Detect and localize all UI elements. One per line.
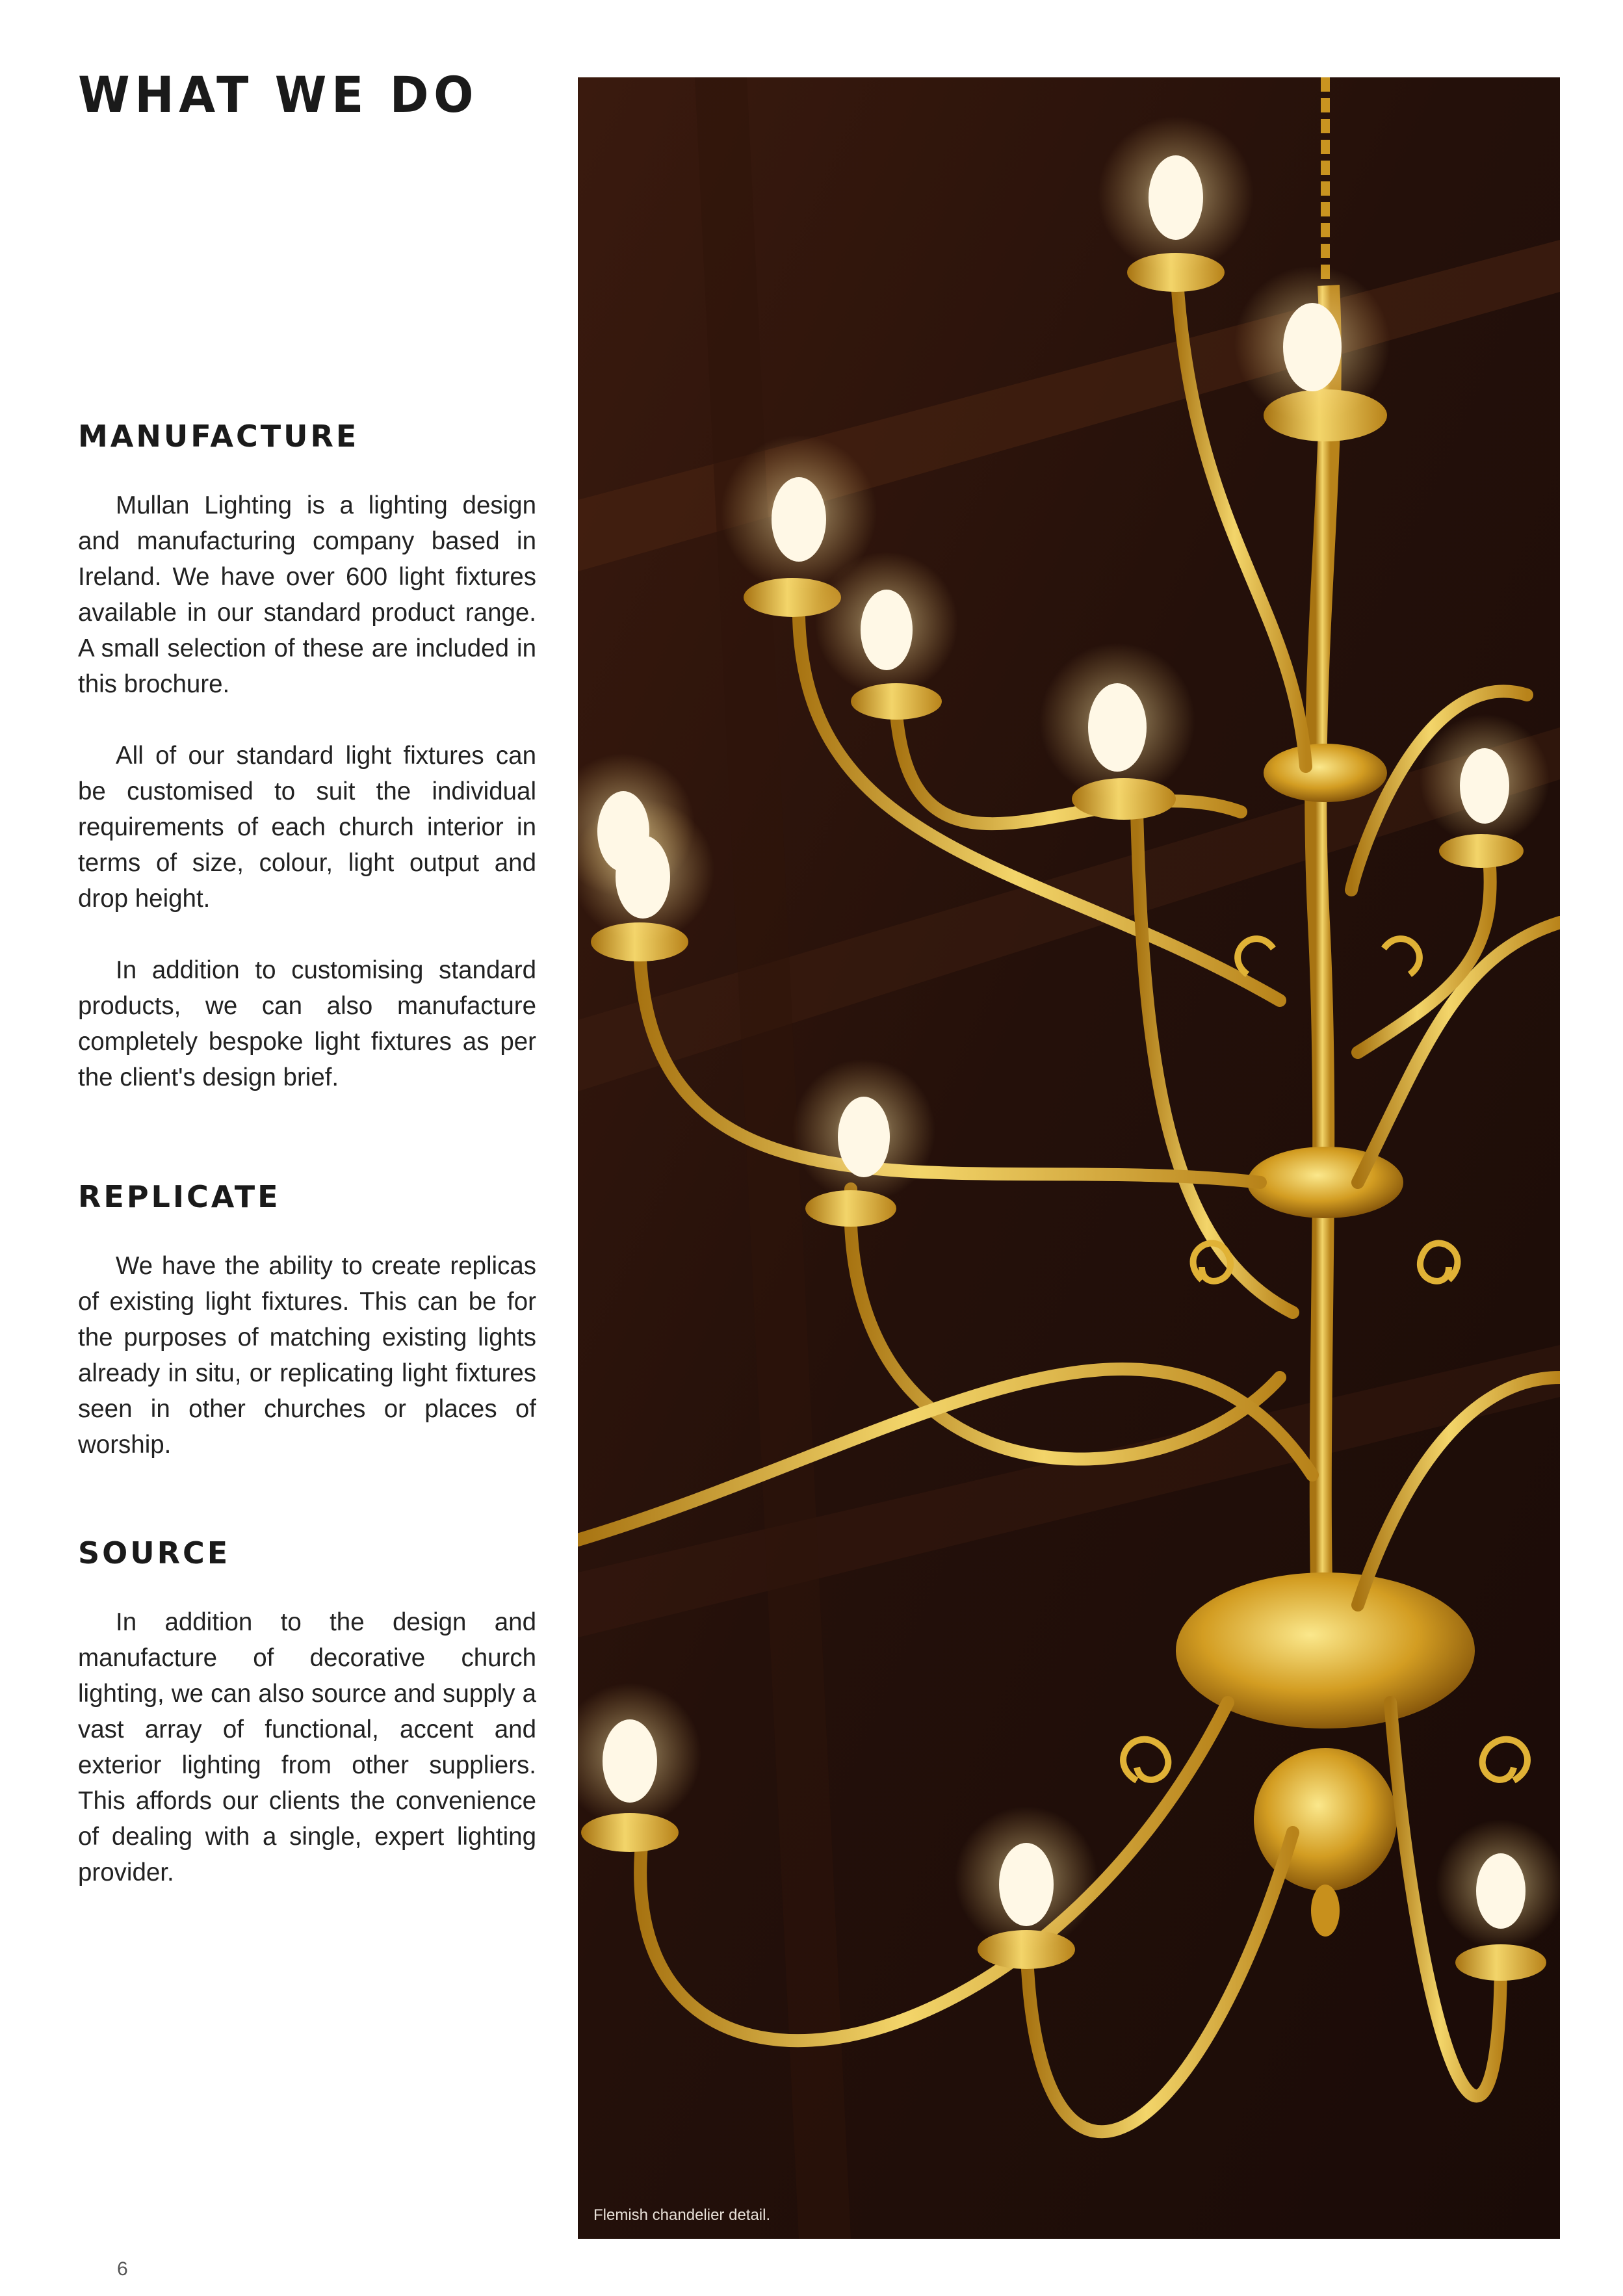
section-heading-manufacture: MANUFACTURE [78, 419, 359, 454]
manufacture-paragraph-1: Mullan Lighting is a lighting design and manufacturing company based in Ireland. We have over 600 light fixtures available in our standard product range. A small selection of these are included in this brochure. [78, 491, 536, 698]
section-heading-replicate: REPLICATE [78, 1179, 281, 1214]
section-source [78, 1535, 536, 1890]
section-replicate [78, 1179, 536, 1463]
manufacture-paragraph-2: All of our standard light fixtures can be customised to suit the individual requirements of each church interior in terms of size, colour, light output and drop height. [78, 742, 536, 913]
photo-caption: Flemish chandelier detail. [593, 2206, 771, 2224]
page-title: WHAT WE DO [78, 66, 479, 124]
replicate-paragraph-1: We have the ability to create replicas of existing light fixtures. This can be for the purposes of matching existing lights already in situ, or replicating light fixtures seen in other churches or places of worship. [78, 1252, 536, 1459]
chandelier-illustration [578, 77, 1560, 2239]
page-number: 6 [117, 2258, 128, 2280]
manufacture-paragraph-3: In addition to customising standard products, we can also manufacture completely bespoke light fixtures as per the client's design brief. [78, 956, 536, 1091]
section-manufacture [78, 421, 536, 1095]
source-paragraph-1: In addition to the design and manufacture of decorative church lighting, we can also source and supply a vast array of functional, accent and exterior lighting from other suppliers. This affords our clients the convenience of dealing with a single, expert lighting provider. [78, 1608, 536, 1886]
section-heading-source: SOURCE [78, 1535, 231, 1571]
chandelier-photo [578, 77, 1560, 2239]
